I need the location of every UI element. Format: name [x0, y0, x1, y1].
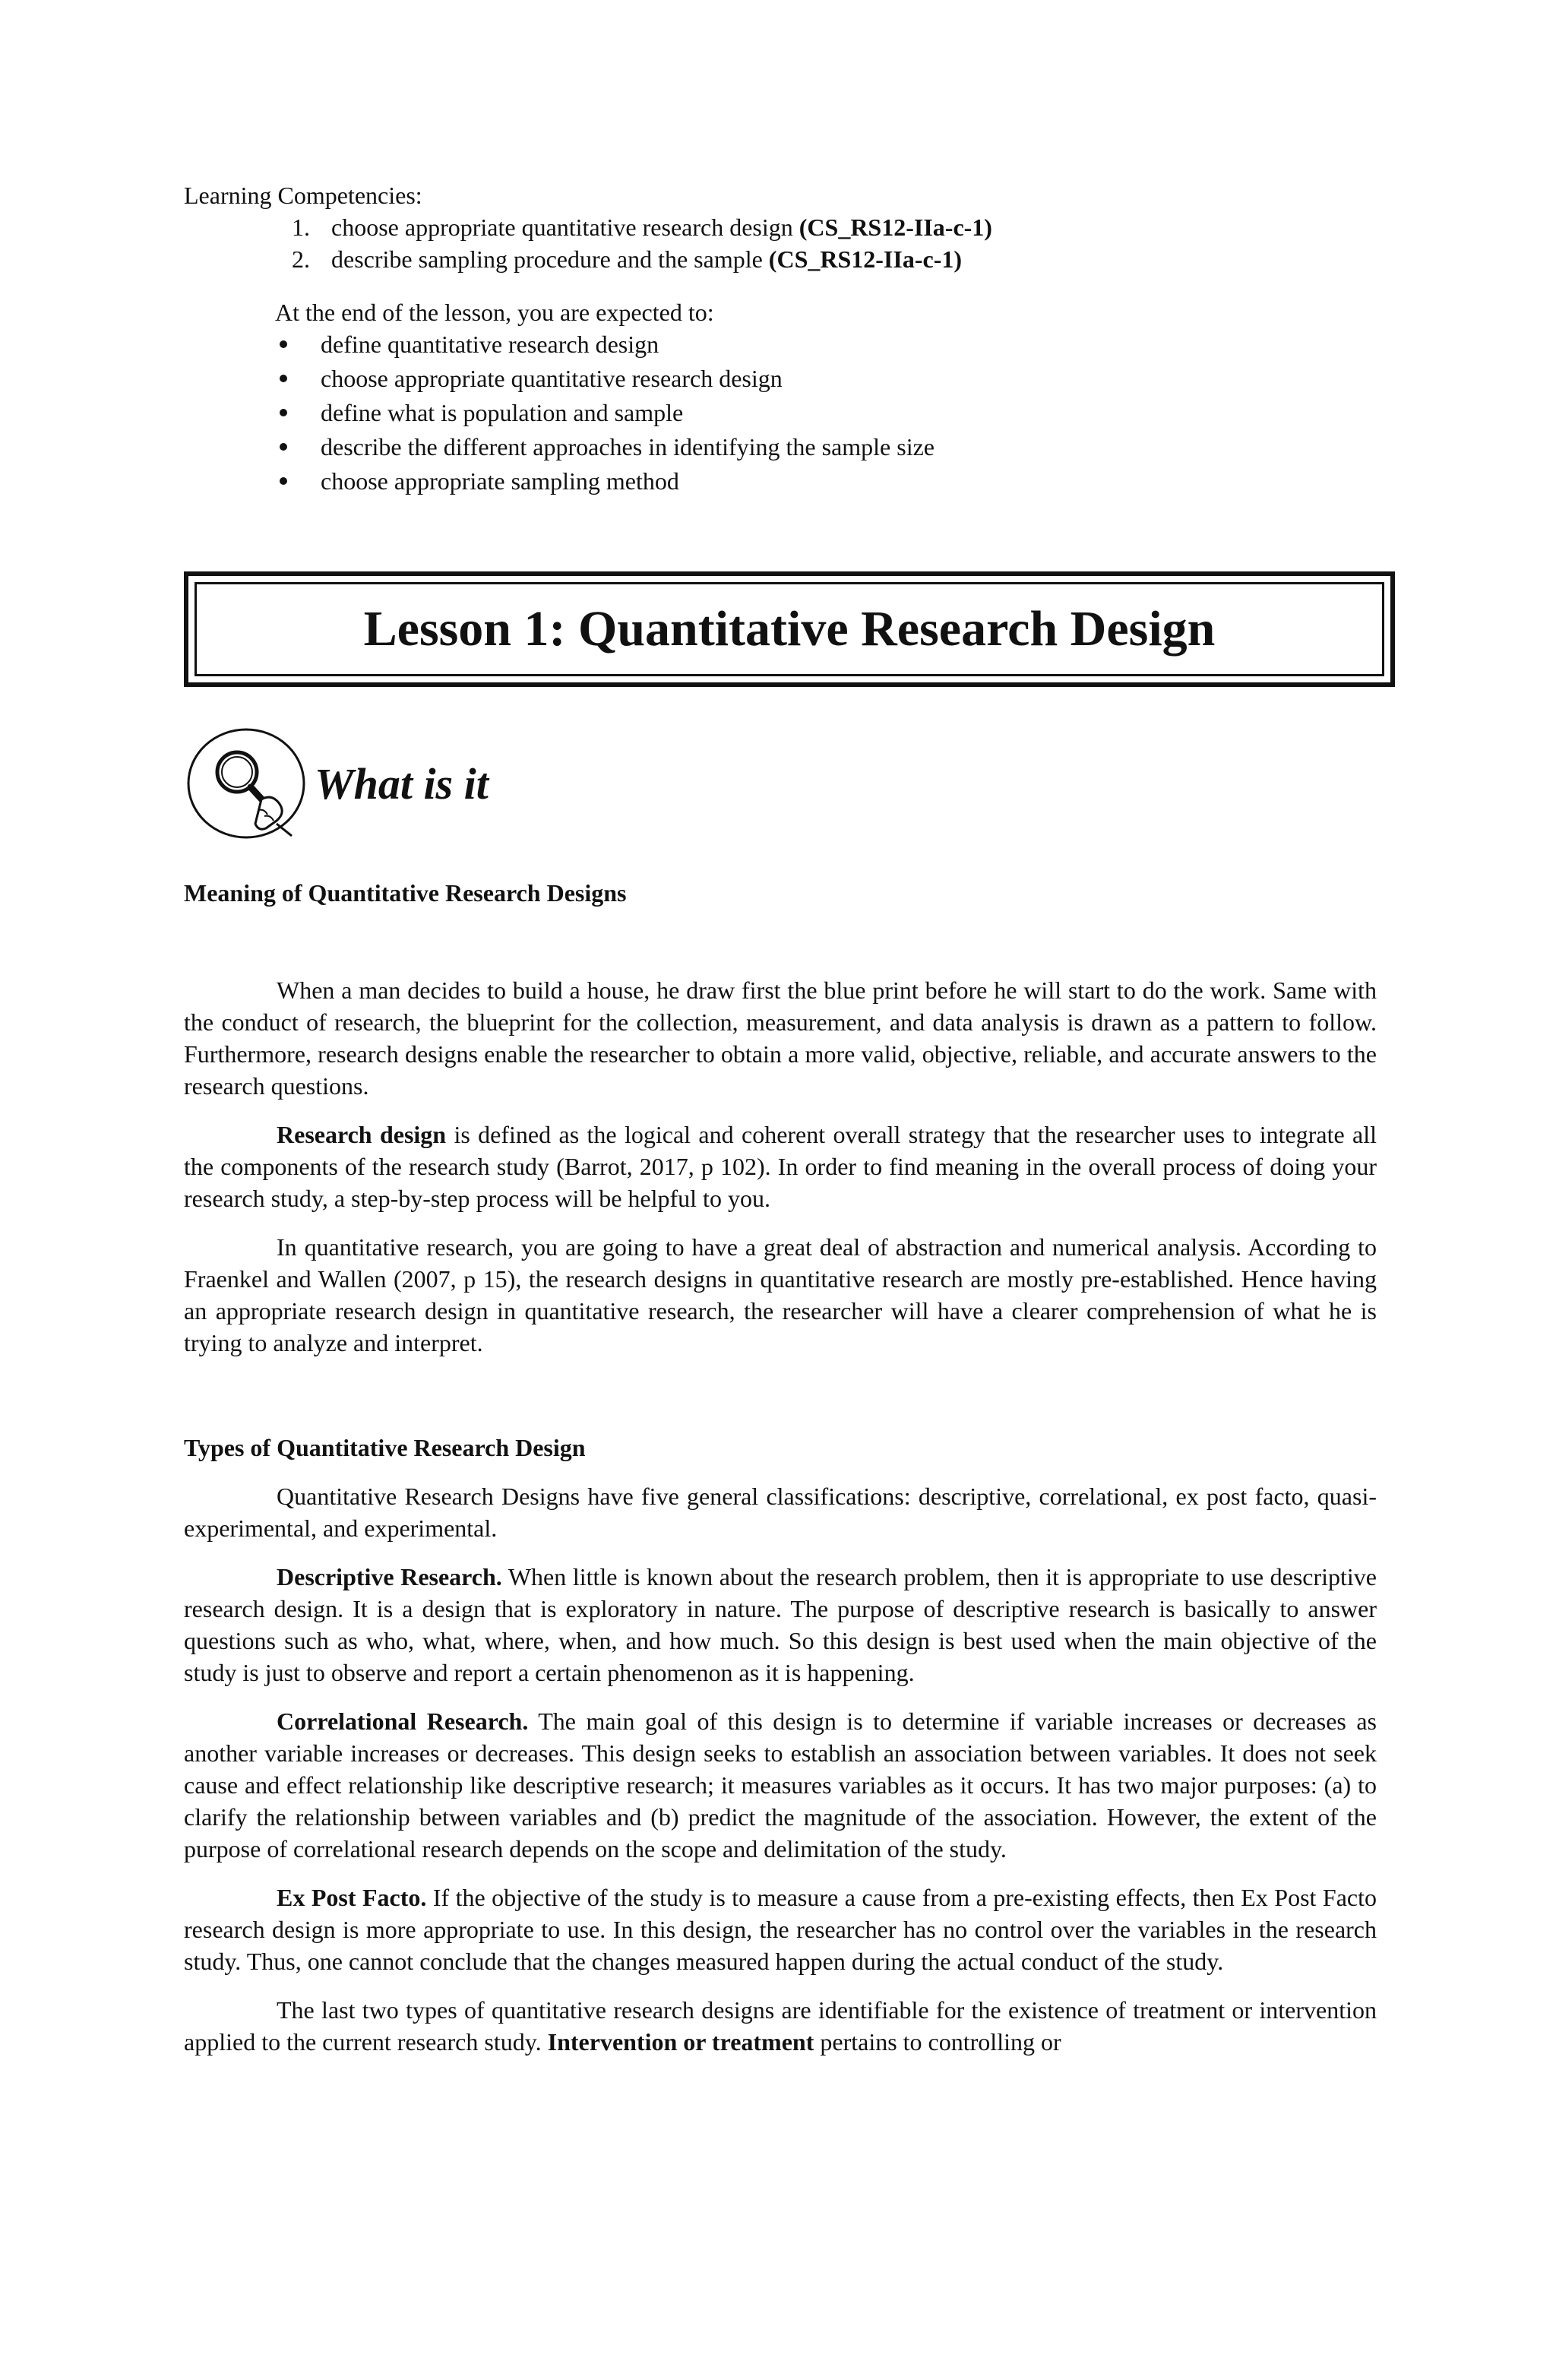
correlational-text: The main goal of this design is to determine if variable increases or decreases as another variable increases or decreases. This design seeks to establish an association between variables. It does not seek cause and effect relationship like descriptive research; it measures variables as it occurs. It has two major purposes: (a) to clarify the relationship between variables and (b) predict the magnitude of the association. However, the extent of the purpose of correlational research depends on the scope and delimitation of the study. — [184, 1707, 1377, 1863]
lesson-body — [184, 877, 1377, 2058]
descriptive-text: When little is known about the research problem, then it is appropriate to use descriptive research design. It is a design that is exploratory in nature. The purpose of descriptive research is basically to answer questions such as who, what, where, when, and how much. So this design is best used when the main objective of the study is just to observe and report a certain phenomenon as it is happening. — [184, 1563, 1377, 1686]
objectives-list — [184, 328, 1377, 499]
descriptive-term: Descriptive Research. — [277, 1563, 502, 1590]
bullet-icon — [280, 375, 287, 382]
treatment-text-start: The last two types of quantitative research designs are identifiable for the existence of treatment or intervention applied to the current research study. — [184, 1996, 1377, 2056]
meaning-paragraph-3: In quantitative research, you are going to have a great deal of abstraction and numerical analysis. According to Fraenkel and Wallen (2007, p 15), the research designs in quantitative research are mostly pre-established. Hence having an appropriate research design in quantitative research, the researcher will have a clearer comprehension of what he is trying to analyze and interpret. — [184, 1233, 1377, 1356]
objective-text: describe the different approaches in identifying the sample size — [321, 433, 935, 460]
competency-item — [184, 211, 1377, 243]
meaning-paragraph-1: When a man decides to build a house, he draw first the blue print before he will start to do the work. Same with the conduct of research, the blueprint for the collection, measurement, and data analysis is drawn as a pattern to follow. Furthermore, research designs enable the researcher to obtain a more valid, objective, reliable, and accurate answers to the research questions. — [184, 976, 1377, 1100]
lesson-title: Lesson 1: Quantitative Research Design — [194, 582, 1384, 676]
expost-paragraph — [184, 1882, 1377, 1977]
objectives-intro: At the end of the lesson, you are expected to: — [275, 299, 714, 326]
competency-code: (CS_RS12-IIa-c-1) — [768, 245, 962, 273]
expost-term: Ex Post Facto. — [277, 1884, 427, 1911]
objective-item — [184, 431, 1377, 465]
objective-item — [184, 362, 1377, 397]
competency-text: describe sampling procedure and the sample — [331, 245, 769, 273]
descriptive-paragraph — [184, 1561, 1377, 1688]
competency-number: 2. — [292, 245, 310, 273]
bullet-icon — [280, 409, 287, 416]
competencies-heading: Learning Competencies: — [184, 182, 422, 209]
treatment-text-end: pertains to controlling or — [814, 2028, 1061, 2056]
types-intro: Quantitative Research Designs have five general classifications: descriptive, correlational, ex post facto, quasi-experimental, and experimental. — [184, 1483, 1377, 1542]
treatment-paragraph — [184, 1994, 1377, 2058]
types-heading: Types of Quantitative Research Design — [184, 1434, 586, 1461]
correlational-paragraph — [184, 1705, 1377, 1865]
magnifying-glass-icon — [185, 726, 307, 840]
objective-text: define what is population and sample — [321, 399, 684, 426]
treatment-term: Intervention or treatment — [547, 2028, 814, 2056]
objective-item — [184, 397, 1377, 431]
competency-number: 1. — [292, 214, 310, 241]
correlational-term: Correlational Research. — [277, 1707, 529, 1735]
meaning-paragraph-2 — [184, 1119, 1377, 1214]
objective-item — [184, 328, 1377, 362]
competency-code: (CS_RS12-IIa-c-1) — [799, 214, 992, 241]
meaning-heading: Meaning of Quantitative Research Designs — [184, 879, 627, 907]
bullet-icon — [280, 340, 287, 348]
objective-item — [184, 465, 1377, 499]
competency-text: choose appropriate quantitative research design — [331, 214, 799, 241]
competencies-list — [184, 211, 1377, 275]
research-design-term: Research design — [277, 1121, 447, 1148]
objective-text: choose appropriate quantitative research design — [321, 365, 783, 392]
section-title: What is it — [315, 758, 489, 809]
research-design-definition: is defined as the logical and coherent overall strategy that the researcher uses to integrate all the components of the research study (Barrot, 2017, p 102). In order to find meaning in the overall process of doing your research study, a step-by-step process will be helpful to you. — [184, 1121, 1377, 1212]
lesson-title-box — [184, 571, 1395, 687]
expost-text: If the objective of the study is to measure a cause from a pre-existing effects, then Ex Post Facto research design is more appropriate to use. In this design, the researcher has no control over the variables in the research study. Thus, one cannot conclude that the changes measured happen during the actual conduct of the study. — [184, 1884, 1377, 1975]
objective-text: choose appropriate sampling method — [321, 467, 679, 495]
objective-text: define quantitative research design — [321, 331, 659, 358]
competency-item — [184, 243, 1377, 275]
learning-competencies — [184, 179, 1377, 499]
bullet-icon — [280, 443, 287, 451]
bullet-icon — [280, 477, 287, 485]
what-is-it-header — [185, 726, 489, 840]
